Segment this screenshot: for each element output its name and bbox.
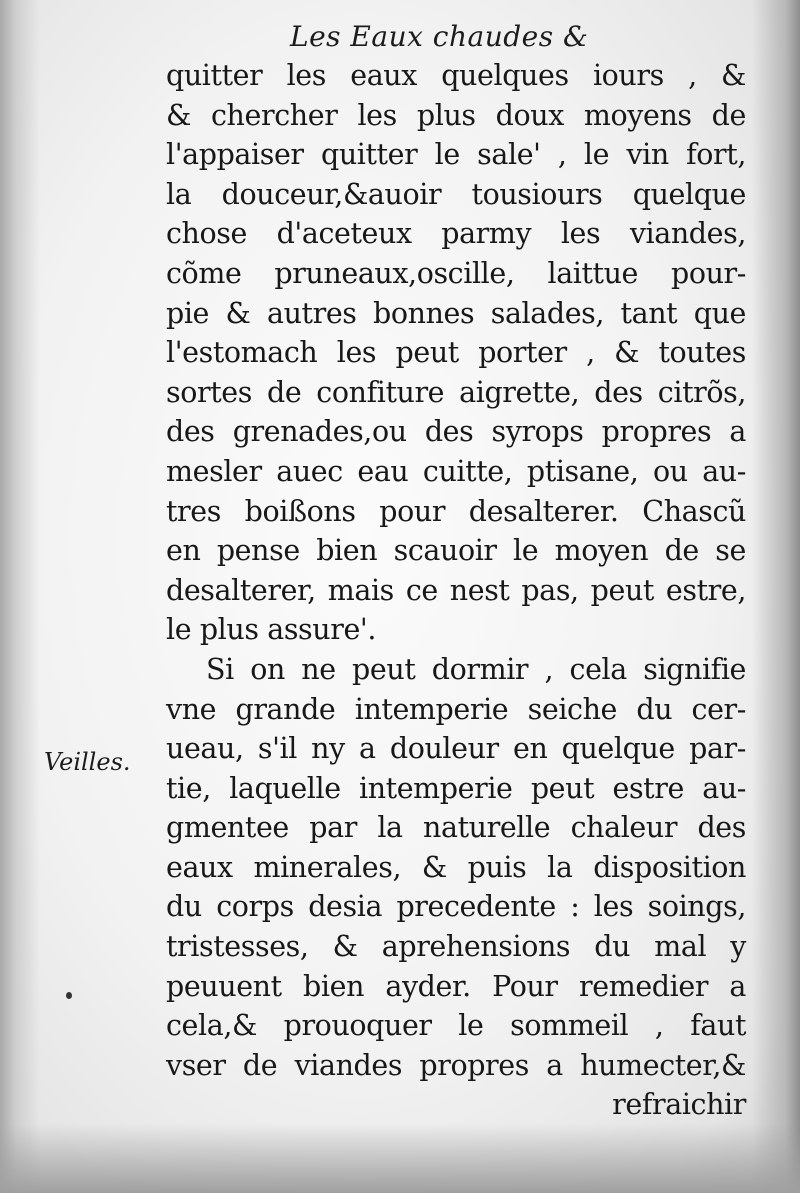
text-line: chose d'aceteux parmy les viandes, bbox=[166, 217, 746, 251]
text-line: mesler auec eau cuitte, ptisane, ou au- bbox=[166, 454, 746, 488]
text-line: la douceur,&auoir tousiours quelque bbox=[166, 177, 746, 211]
running-head: Les Eaux chaudes & bbox=[290, 20, 589, 53]
text-line: quitter les eaux quelques iours , & bbox=[166, 59, 746, 92]
text-line: desalterer, mais ce nest pas, peut estre, bbox=[166, 573, 746, 607]
text-line: tristesses, & aprehensions du mal y bbox=[166, 930, 746, 964]
text-line: gmentee par la naturelle chaleur des bbox=[166, 811, 746, 845]
text-line: cela,& prouoquer le sommeil , faut bbox=[166, 1009, 746, 1043]
text-line: eaux minerales, & puis la disposition bbox=[166, 850, 746, 884]
text-line: ueau, s'il ny a douleur en quelque par- bbox=[166, 732, 746, 766]
page-shadow-right bbox=[752, 0, 800, 1193]
catchword: refraichir bbox=[612, 1088, 746, 1122]
margin-note: Veilles. bbox=[44, 748, 131, 776]
text-line: sortes de confiture aigrette, des citrõs, bbox=[166, 375, 746, 409]
text-line: peuuent bien ayder. Pour remedier a bbox=[166, 969, 746, 1003]
text-line: tie, laquelle intemperie peut estre au- bbox=[166, 771, 746, 805]
text-line: l'appaiser quitter le sale' , le vin fort, bbox=[166, 138, 746, 172]
text-line: & chercher les plus doux moyens de bbox=[166, 98, 746, 132]
text-line: l'estomach les peut porter , & toutes bbox=[166, 336, 746, 370]
text-line: vne grande intemperie seiche du cer- bbox=[166, 692, 746, 726]
page-shadow-left bbox=[0, 0, 40, 1193]
body-text bbox=[166, 56, 746, 1125]
text-line: cõme pruneaux,oscille, laittue pour- bbox=[166, 256, 746, 290]
text-line: des grenades,ou des syrops propres a bbox=[166, 415, 746, 449]
text-line: vser de viandes propres a humecter,& bbox=[166, 1048, 746, 1082]
page-shadow-bottom bbox=[0, 1123, 800, 1193]
text-line: le plus assure'. bbox=[166, 613, 377, 647]
text-line: Si on ne peut dormir , cela signifie bbox=[206, 652, 746, 686]
text-line: tres boißons pour desalterer. Chascũ bbox=[166, 494, 746, 528]
text-line: pie & autres bonnes salades, tant que bbox=[166, 296, 746, 330]
ink-speck bbox=[66, 992, 72, 999]
text-line: en pense bien scauoir le moyen de se bbox=[166, 534, 746, 568]
text-line: du corps desia precedente : les soings, bbox=[166, 890, 746, 924]
